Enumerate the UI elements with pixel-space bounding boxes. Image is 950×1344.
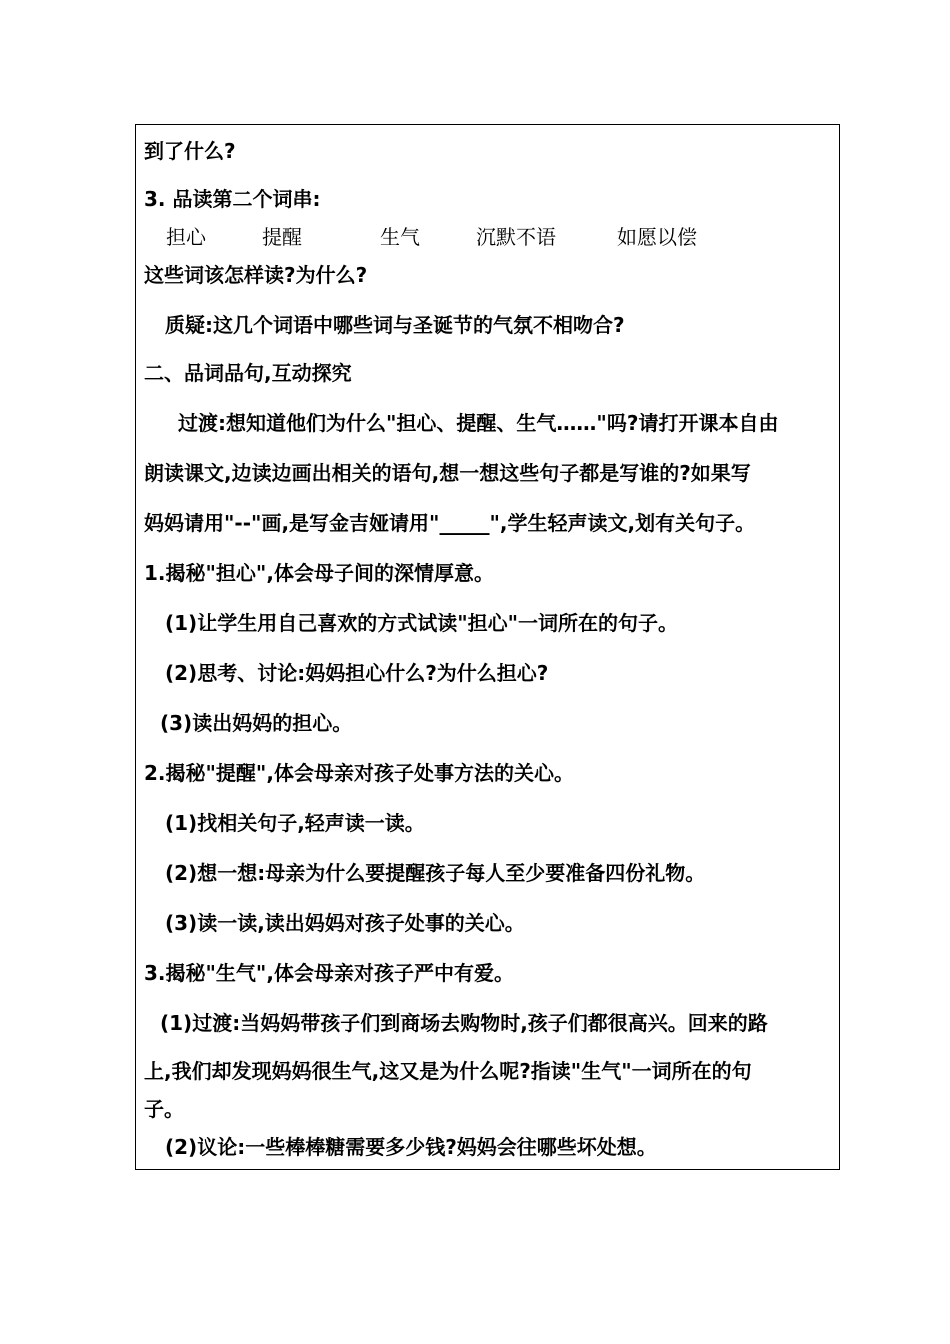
text-line: 子。 <box>144 1097 184 1121</box>
text-line: 2.揭秘"提醒",体会母亲对孩子处事方法的关心。 <box>144 761 574 785</box>
text-line: (2)议论:一些棒棒糖需要多少钱?妈妈会往哪些坏处想。 <box>165 1135 657 1159</box>
word-item: 如愿以偿 <box>617 225 697 249</box>
text-line: (3)读出妈妈的担心。 <box>160 711 353 735</box>
text-line: 到了什么? <box>144 139 236 163</box>
text-line: 这些词该怎样读?为什么? <box>144 263 368 287</box>
text-line: 过渡:想知道他们为什么"担心、提醒、生气……"吗?请打开课本自由 <box>178 411 779 435</box>
text-line: (1)找相关句子,轻声读一读。 <box>165 811 425 835</box>
text-line: 妈妈请用"--"画,是写金吉娅请用"_____",学生轻声读文,划有关句子。 <box>144 511 756 535</box>
text-line: 3. 品读第二个词串: <box>144 187 321 211</box>
word-item: 担心 <box>166 225 206 249</box>
text-line: (1)让学生用自己喜欢的方式试读"担心"一词所在的句子。 <box>165 611 679 635</box>
word-item: 提醒 <box>262 225 302 249</box>
text-line: (2)想一想:母亲为什么要提醒孩子每人至少要准备四份礼物。 <box>165 861 706 885</box>
text-line: 3.揭秘"生气",体会母亲对孩子严中有爱。 <box>144 961 514 985</box>
word-item: 生气 <box>380 225 420 249</box>
text-line: 上,我们却发现妈妈很生气,这又是为什么呢?指读"生气"一词所在的句 <box>144 1059 752 1083</box>
text-line: 1.揭秘"担心",体会母子间的深情厚意。 <box>144 561 494 585</box>
section-heading: 二、品词品句,互动探究 <box>144 361 352 385</box>
text-line: (2)思考、讨论:妈妈担心什么?为什么担心? <box>165 661 549 685</box>
text-line: 质疑:这几个词语中哪些词与圣诞节的气氛不相吻合? <box>165 313 625 337</box>
text-line: (3)读一读,读出妈妈对孩子处事的关心。 <box>165 911 525 935</box>
text-line: 朗读课文,边读边画出相关的语句,想一想这些句子都是写谁的?如果写 <box>144 461 751 485</box>
word-item: 沉默不语 <box>476 225 556 249</box>
text-line: (1)过渡:当妈妈带孩子们到商场去购物时,孩子们都很高兴。回来的路 <box>160 1011 768 1035</box>
